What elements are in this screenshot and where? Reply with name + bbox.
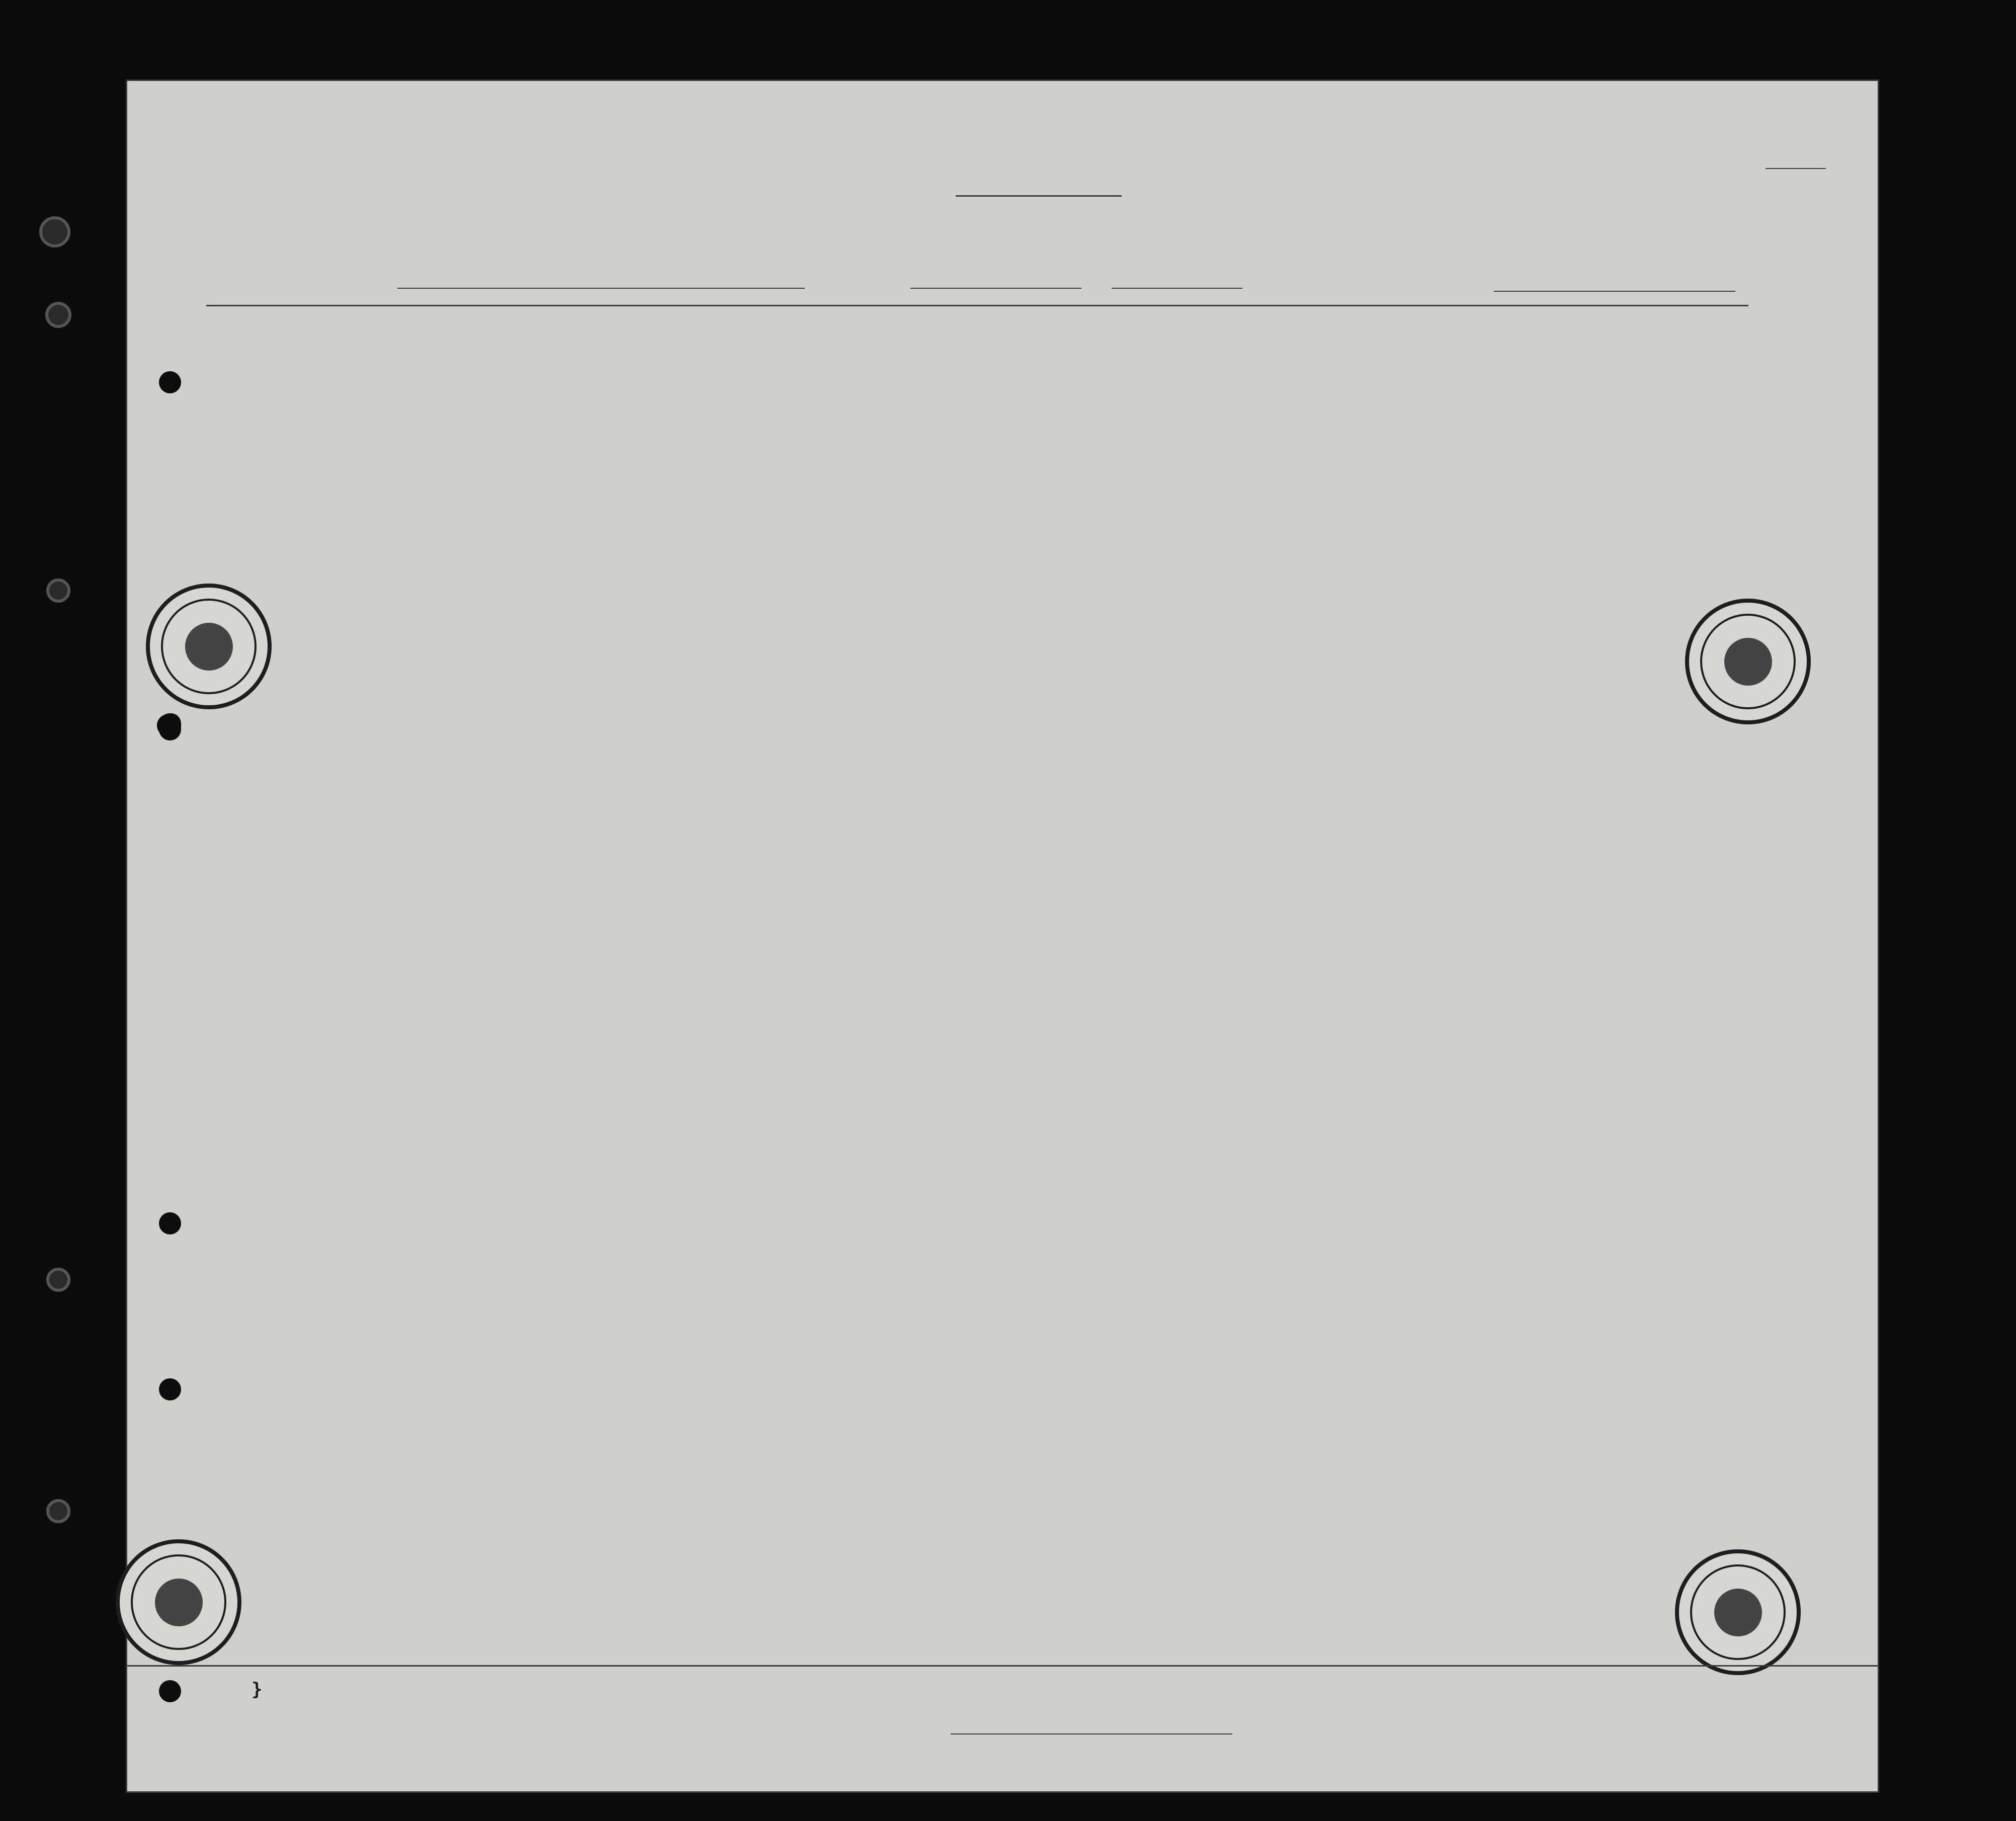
- binding-bolt: [45, 302, 71, 328]
- table-top-rule: [206, 305, 1748, 306]
- port-rule: [1494, 291, 1735, 292]
- binding-hole: [159, 714, 181, 736]
- binding-bolt: [46, 1499, 70, 1523]
- consulate-stamp: [146, 584, 272, 709]
- consulate-stamp: [1685, 599, 1811, 724]
- binding-bolt: [46, 578, 70, 603]
- stamp-lettering: [1689, 603, 1815, 728]
- title-rule: [956, 195, 1122, 197]
- vessel-rule: [397, 288, 805, 289]
- stamp-lettering: [150, 588, 276, 713]
- consulate-stamp: [1675, 1549, 1801, 1675]
- manifest-footer: [126, 1665, 1879, 1792]
- consulate-stamp: [116, 1539, 241, 1665]
- binding-hole: [159, 1212, 181, 1234]
- binding-bolt: [46, 1268, 70, 1292]
- binding-bolt: [39, 216, 70, 247]
- sheet-underline: [1766, 168, 1826, 169]
- arriving-rule: [910, 288, 1081, 289]
- binding-hole: [159, 371, 181, 393]
- date-rule: [1112, 288, 1242, 289]
- stamp-lettering: [120, 1543, 245, 1669]
- binding-hole: [159, 1378, 181, 1400]
- crew-table: [205, 308, 1813, 1664]
- stamp-lettering: [1679, 1553, 1805, 1679]
- footer-top-rule: [126, 1665, 1879, 1667]
- line-brace: }: [251, 1679, 263, 1700]
- signature-rule: [951, 1733, 1232, 1734]
